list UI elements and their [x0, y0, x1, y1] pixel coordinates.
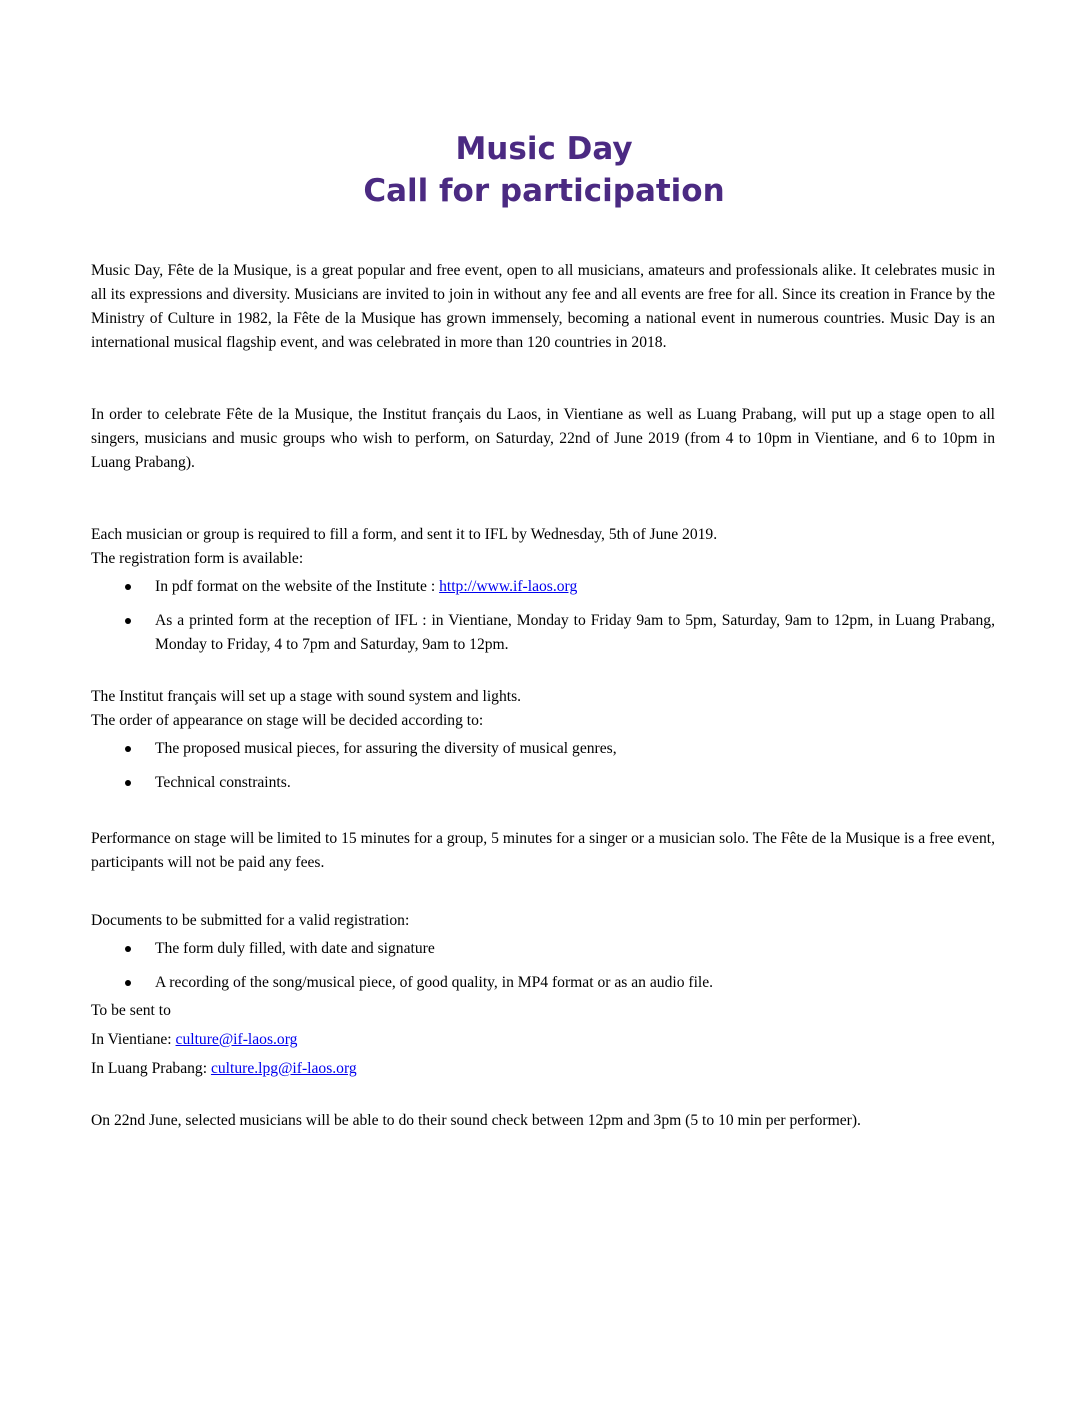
luang-prabang-label: In Luang Prabang:	[91, 1060, 211, 1077]
pdf-format-text: In pdf format on the website of the Institute :	[155, 578, 440, 595]
setup-text: The Institut français will set up a stage with sound system and lights.	[91, 688, 522, 705]
title-line-2: Call for participation	[363, 173, 725, 209]
intro-paragraph: Music Day, Fête de la Musique, is a great popular and free event, open to all musicians, amateurs and professionals alike. It celebrates music in all its expressions and diversity. Musicians are invited to join in without any fee and all events are free for all. Since its creation in France by the Ministry of Culture in 1982, la Fête de la Musique has grown immensely, becoming a national event in numerous countries. Music Day is an international musical flagship event, and was celebrated in more than 120 countries in 2018.	[91, 262, 995, 351]
criteria-item-text: Technical constraints.	[155, 774, 291, 791]
luang-prabang-email-link[interactable]: culture.lpg@if-laos.org	[210, 1060, 357, 1077]
list-item	[91, 771, 995, 795]
document-body	[91, 259, 995, 1133]
performance-paragraph: Performance on stage will be limited to 15 minutes for a group, 5 minutes for a singer or a musician solo. The Fête de la Musique is a free event, participants will not be paid any fees.	[91, 830, 995, 871]
bullet-icon	[125, 946, 131, 952]
form-availability-list	[91, 575, 995, 657]
documents-text: Documents to be submitted for a valid registration:	[91, 912, 410, 929]
luang-prabang-contact	[91, 1057, 995, 1081]
bullet-icon	[125, 780, 131, 786]
form-available-text: The registration form is available:	[91, 550, 304, 567]
printed-form-text: As a printed form at the reception of IFL : in Vientiane, Monday to Friday 9am to 5pm, Saturday, 9am to 12pm, in Luang Prabang, Monday to Friday, 4 to 7pm and Saturday, 9am to 12pm.	[155, 612, 995, 653]
order-text: The order of appearance on stage will be decided according to:	[91, 712, 484, 729]
vientiane-contact	[91, 1028, 995, 1052]
stage-paragraph: In order to celebrate Fête de la Musique, the Institut français du Laos, in Vientiane as well as Luang Prabang, will put up a stage open to all singers, musicians and music groups who wish to perform, on Saturday, 22nd of June 2019 (from 4 to 10pm in Vientiane, and 6 to 10pm in Luang Prabang).	[91, 406, 995, 471]
bullet-icon	[125, 584, 131, 590]
documents-list	[91, 937, 995, 995]
to-be-sent-text: To be sent to	[91, 1002, 171, 1019]
list-item	[91, 937, 995, 961]
bullet-icon	[125, 618, 131, 624]
bullet-icon	[125, 746, 131, 752]
document-item-text: A recording of the song/musical piece, of good quality, in MP4 format or as an audio file.	[155, 974, 714, 991]
list-item	[91, 575, 995, 599]
soundcheck-text: On 22nd June, selected musicians will be able to do their sound check between 12pm and 3pm (5 to 10 min per performer).	[91, 1112, 861, 1129]
vientiane-label: In Vientiane:	[91, 1031, 176, 1048]
list-item	[91, 971, 995, 995]
list-item	[91, 737, 995, 761]
criteria-item-text: The proposed musical pieces, for assuring the diversity of musical genres,	[155, 740, 617, 757]
form-required-text: Each musician or group is required to fill a form, and sent it to IFL by Wednesday, 5th of June 2019.	[91, 526, 718, 543]
list-item	[91, 609, 995, 657]
website-link[interactable]: http://www.if-laos.org	[439, 578, 578, 595]
document-item-text: The form duly filled, with date and signature	[155, 940, 435, 957]
bullet-icon	[125, 980, 131, 986]
order-criteria-list	[91, 737, 995, 795]
vientiane-email-link[interactable]: culture@if-laos.org	[175, 1031, 298, 1048]
title-line-1: Music Day	[455, 131, 633, 167]
